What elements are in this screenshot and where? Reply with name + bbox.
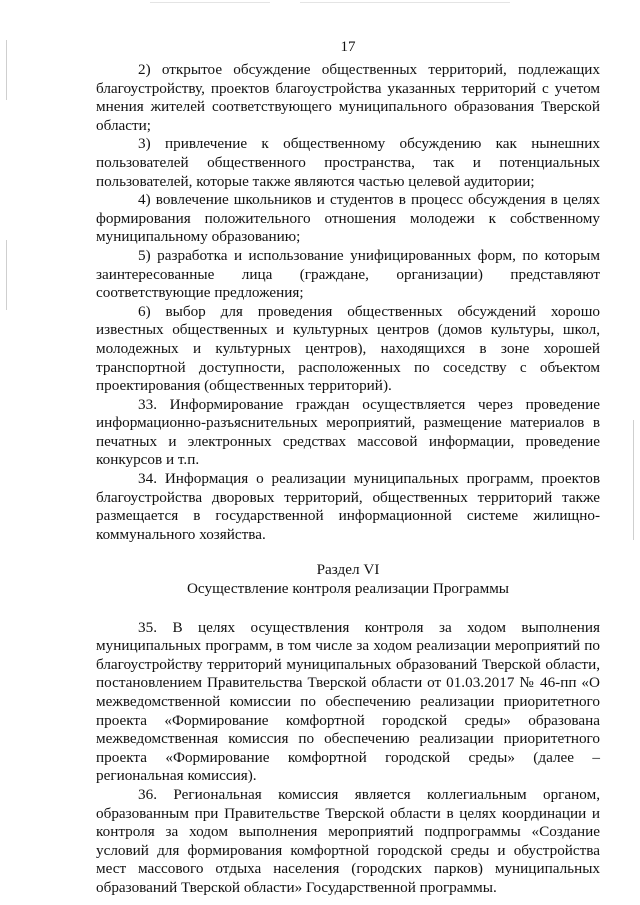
document-body xyxy=(96,61,600,898)
paragraph-33: 33. Информирование граждан осуществляется через проведение информационно-разъяснительных мероприятий, размещение материалов в печатных и электронных средствах массовой информации, проведение конкурсов и т.п. xyxy=(96,395,600,469)
section-title: Осуществление контроля реализации Программы xyxy=(186,580,510,598)
list-item: 6) выбор для проведения общественных обсуждений хорошо известных общественных и культурных центров (домов культуры, школ, молодежных и культурных центров), находящихся в зоне хорошей транспортной доступности, расположенных по соседству с объектом проектирования (общественных территорий). xyxy=(96,302,600,395)
scan-edge-left xyxy=(6,40,7,100)
list-item: 5) разработка и использование унифицированных форм, по которым заинтересованные лица (граждане, организации) представляют соответствующие предложения; xyxy=(96,246,600,302)
scan-top-noise xyxy=(150,2,270,3)
page-number: 17 xyxy=(340,39,356,55)
spacer xyxy=(96,599,600,619)
paragraph-34: 34. Информация о реализации муниципальных программ, проектов благоустройства дворовых территорий, общественных территорий также размещается в государственной информационной системе жилищно-коммунального хозяйства. xyxy=(96,470,600,543)
scan-top-noise xyxy=(300,2,510,3)
paragraph-35: 35. В целях осуществления контроля за ходом выполнения муниципальных программ, в том числе за ходом реализации мероприятий по благоустройству территорий муниципальных образований Тверской области, постановлением Правительства Тверской области от 01.03.2017 № 46-пп «О межведомственной комиссии по обеспечению реализации приоритетного проекта «Формирование комфортной городской среды» образована межведомственная комиссия по обеспечению реализации приоритетного проекта «Формирование комфортной городской среды» (далее – региональная комиссия). xyxy=(96,618,600,785)
list-item: 3) привлечение к общественному обсуждению как нынешних пользователей общественного пространства, так и потенциальных пользователей, которые также являются частью целевой аудитории; xyxy=(96,135,600,190)
list-item: 4) вовлечение школьников и студентов в процесс обсуждения в целях формирования положительного отношения молодежи к собственному муниципальному образованию; xyxy=(96,191,600,246)
spacer xyxy=(96,544,600,561)
paragraph-36: 36. Региональная комиссия является коллегиальным органом, образованным при Правительстве Тверской области в целях координации и контроля за ходом выполнения мероприятий подпрограммы «Создание условий для формирования комфортной городской среды и обустройства мест массового отдыха населения (городских парков) муниципальных образований Тверской области» Государственной программы. xyxy=(96,785,600,896)
scan-edge-right xyxy=(633,420,634,540)
section-label: Раздел VI xyxy=(316,561,380,579)
scan-edge-left xyxy=(6,240,7,310)
list-item: 2) открытое обсуждение общественных территорий, подлежащих благоустройству, проектов благоустройства указанных территорий с учетом мнения жителей соответствующего муниципального образования Тверской области; xyxy=(96,61,600,134)
